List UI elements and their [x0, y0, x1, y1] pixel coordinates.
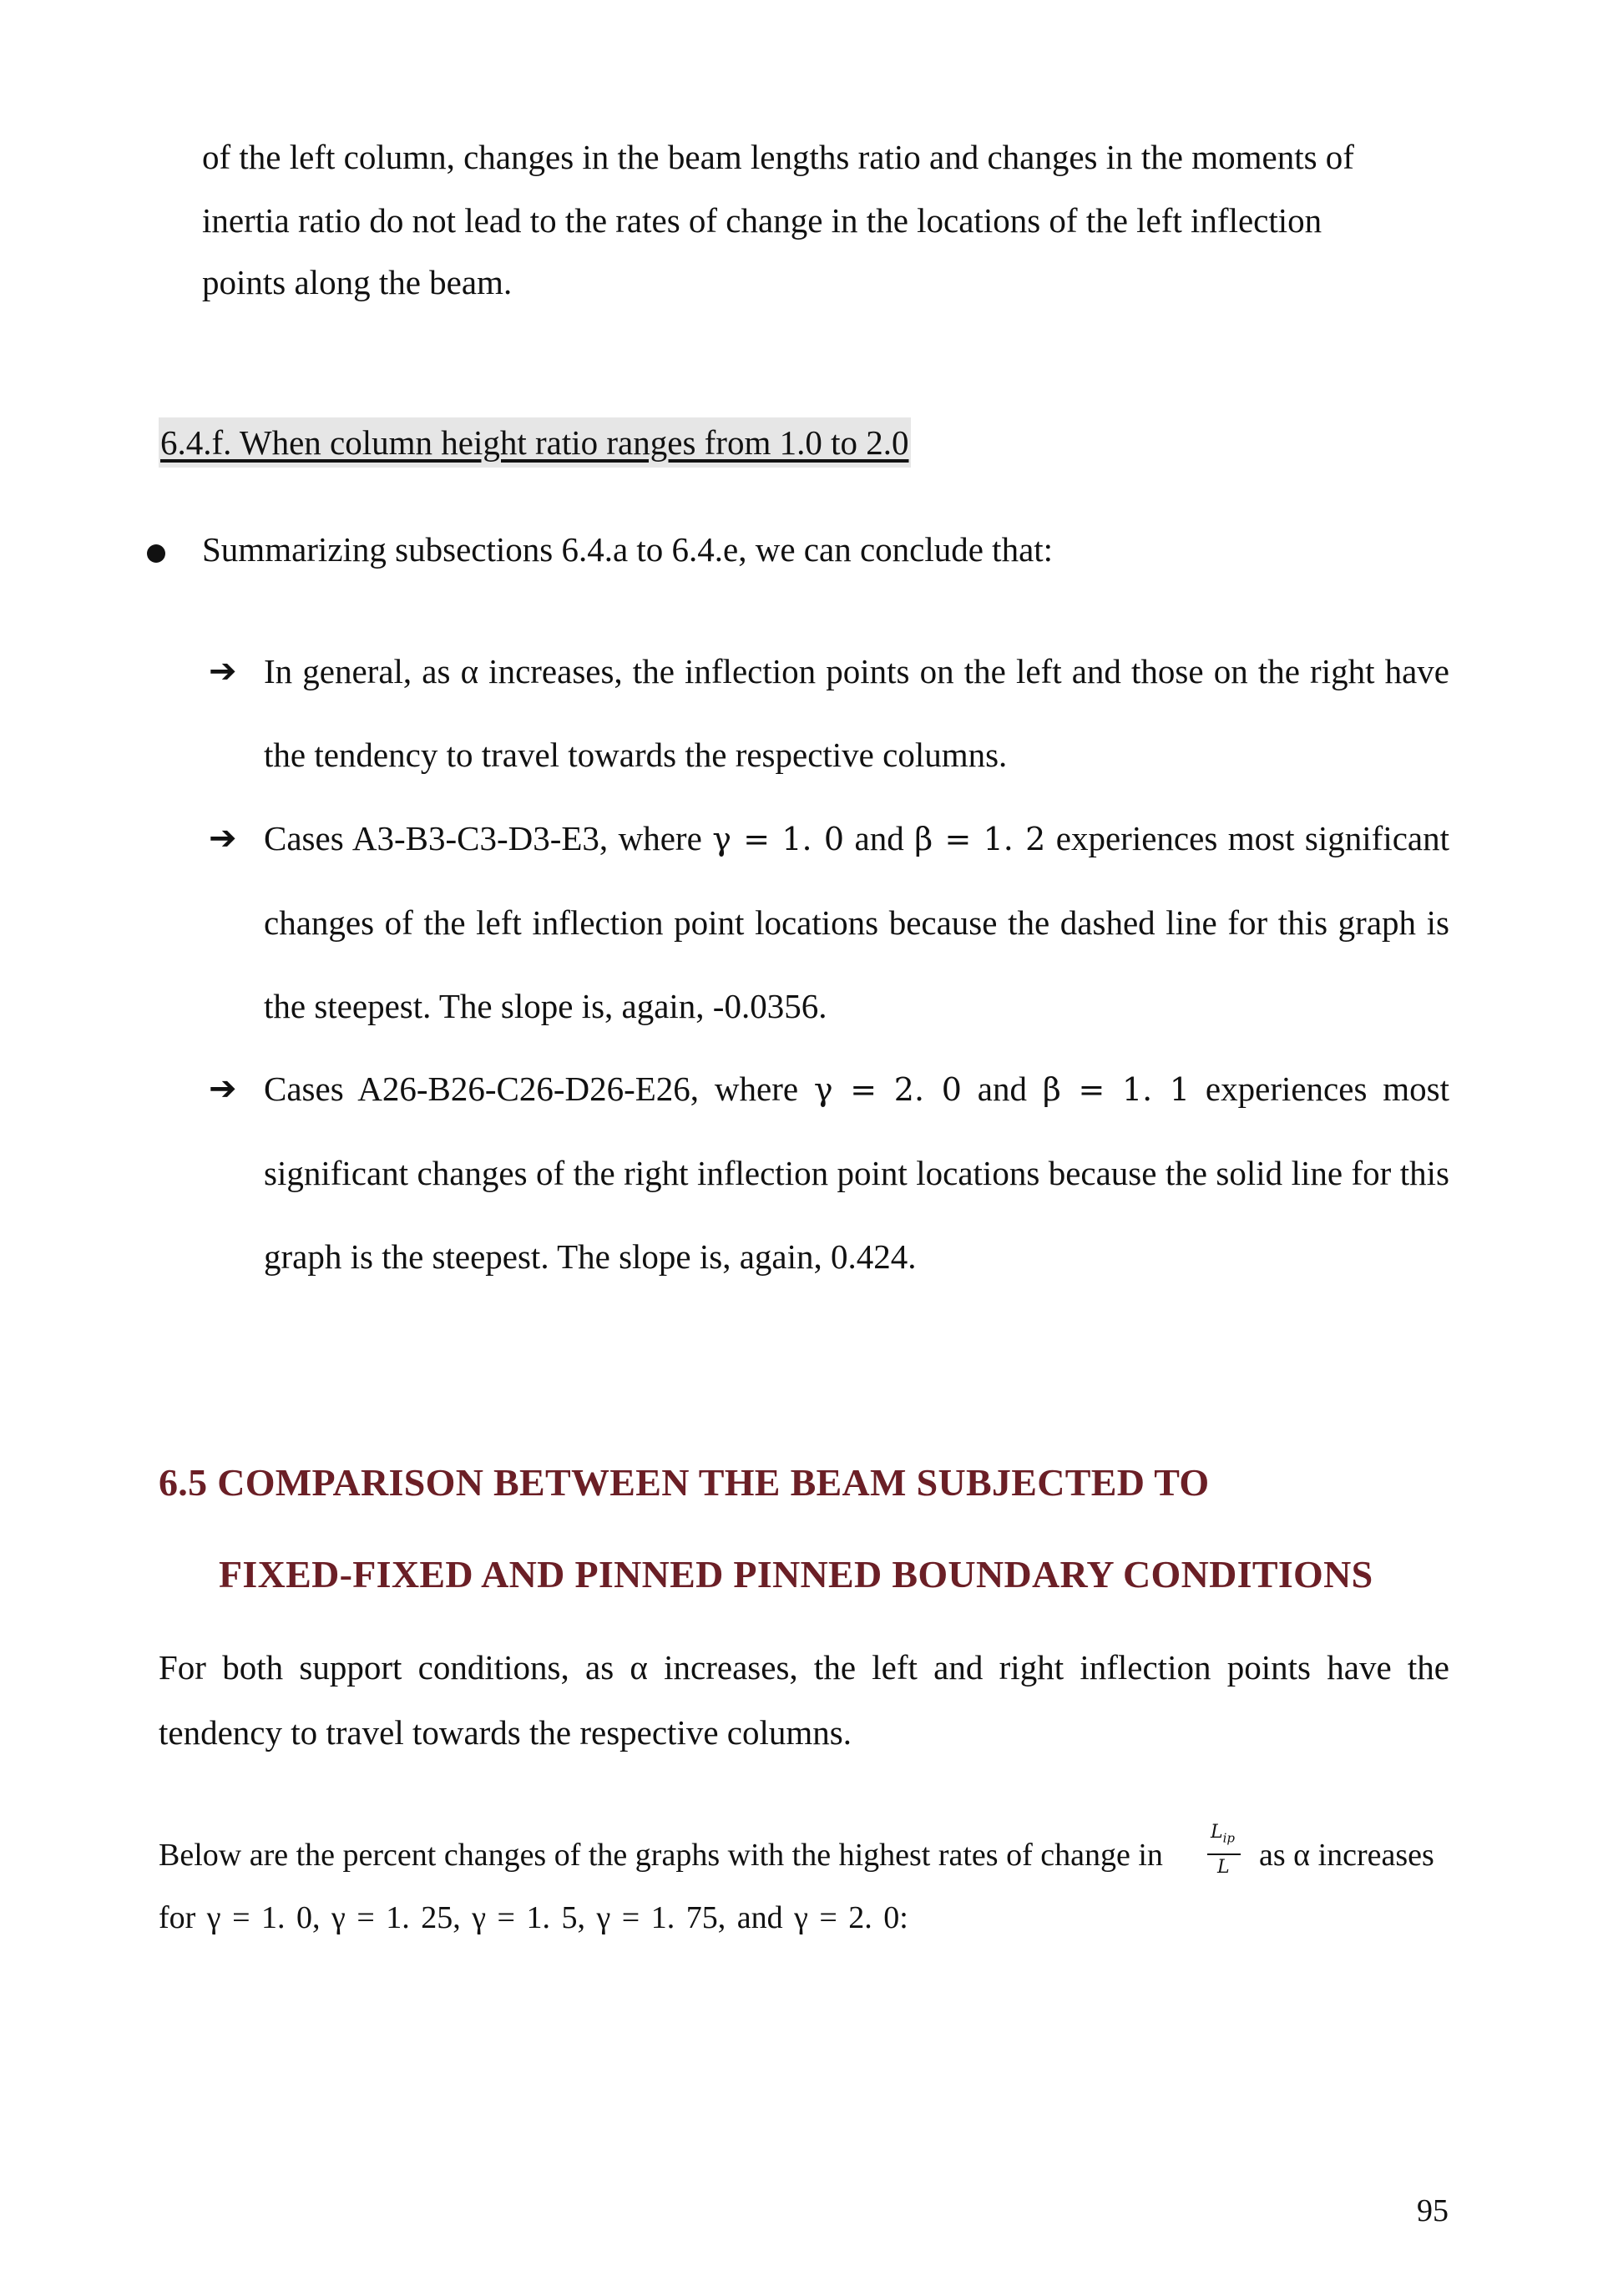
gamma-equation: γ = 1. 0	[712, 821, 845, 857]
fraction-numerator: $L_{ip}$	[1211, 1822, 1236, 1846]
intro-line: points along the beam.	[202, 263, 513, 301]
conclusion-item	[209, 630, 1449, 797]
gamma-equation: γ = 2. 0	[813, 1071, 962, 1108]
conclusion-text-prefix: Cases A26-B26-C26-D26-E26, where	[264, 1070, 814, 1108]
page-number: 95	[1417, 2193, 1449, 2228]
intro-line: inertia ratio do not lead to the rates of change in the locations of the left inflection	[202, 201, 1322, 240]
conclusion-item	[209, 797, 1449, 1047]
summary-bullet	[142, 524, 1449, 574]
bullet-icon	[147, 544, 165, 563]
conclusion-text-middle: and	[844, 819, 915, 857]
arrow-right-icon: ➔	[209, 819, 237, 857]
conclusion-text	[264, 1047, 1449, 1298]
conclusion-text	[264, 797, 1449, 1048]
fraction-denominator: L	[1217, 1857, 1230, 1878]
percent-changes-intro	[159, 1810, 1449, 1894]
section-title-line-1: 6.5 COMPARISON BETWEEN THE BEAM SUBJECTED TO	[159, 1461, 1210, 1504]
percent-changes-text: Below are the percent changes of the graphs with the highest rates of change in	[159, 1838, 1163, 1873]
fraction-bar	[1207, 1853, 1241, 1855]
lip-over-l-fraction	[1204, 1810, 1249, 1894]
summary-bullet-text: Summarizing subsections 6.4.a to 6.4.e, we can conclude that:	[202, 530, 1054, 569]
conclusion-text-middle: and	[961, 1070, 1043, 1108]
beta-equation: β = 1. 1	[1042, 1071, 1191, 1108]
beta-equation: β = 1. 2	[914, 821, 1046, 857]
subsection-heading: 6.4.f. When column height ratio ranges from 1.0 to 2.0	[159, 417, 911, 468]
conclusion-text-prefix: Cases A3-B3-C3-D3-E3, where	[264, 819, 713, 857]
arrow-right-icon: ➔	[209, 1070, 237, 1108]
percent-changes-tail: as α increases	[1259, 1838, 1434, 1873]
conclusion-text-suffix: experiences most significant changes of the left inflection point locations because the dashed line for this graph is the steepest. The slope is, again, -0.0356.	[264, 819, 1449, 1025]
arrow-right-icon: ➔	[209, 652, 237, 690]
conclusion-text-suffix: experiences most significant changes of the right inflection point locations because the solid line for this graph is the steepest. The slope is, again, 0.424.	[264, 1070, 1449, 1276]
gamma-values-line: for γ = 1. 0, γ = 1. 25, γ = 1. 5, γ = 1. 75, and γ = 2. 0:	[159, 1900, 908, 1935]
conclusion-text: In general, as α increases, the inflection points on the left and those on the right have the tendency to travel towards the respective columns.	[264, 652, 1449, 774]
section-title-line-2: FIXED-FIXED AND PINNED PINNED BOUNDARY CONDITIONS	[219, 1553, 1373, 1596]
intro-line: of the left column, changes in the beam lengths ratio and changes in the moments of	[202, 138, 1354, 176]
conclusion-item	[209, 1047, 1449, 1297]
body-paragraph: For both support conditions, as α increases, the left and right inflection points have the tendency to travel towards the respective columns.	[159, 1648, 1449, 1752]
